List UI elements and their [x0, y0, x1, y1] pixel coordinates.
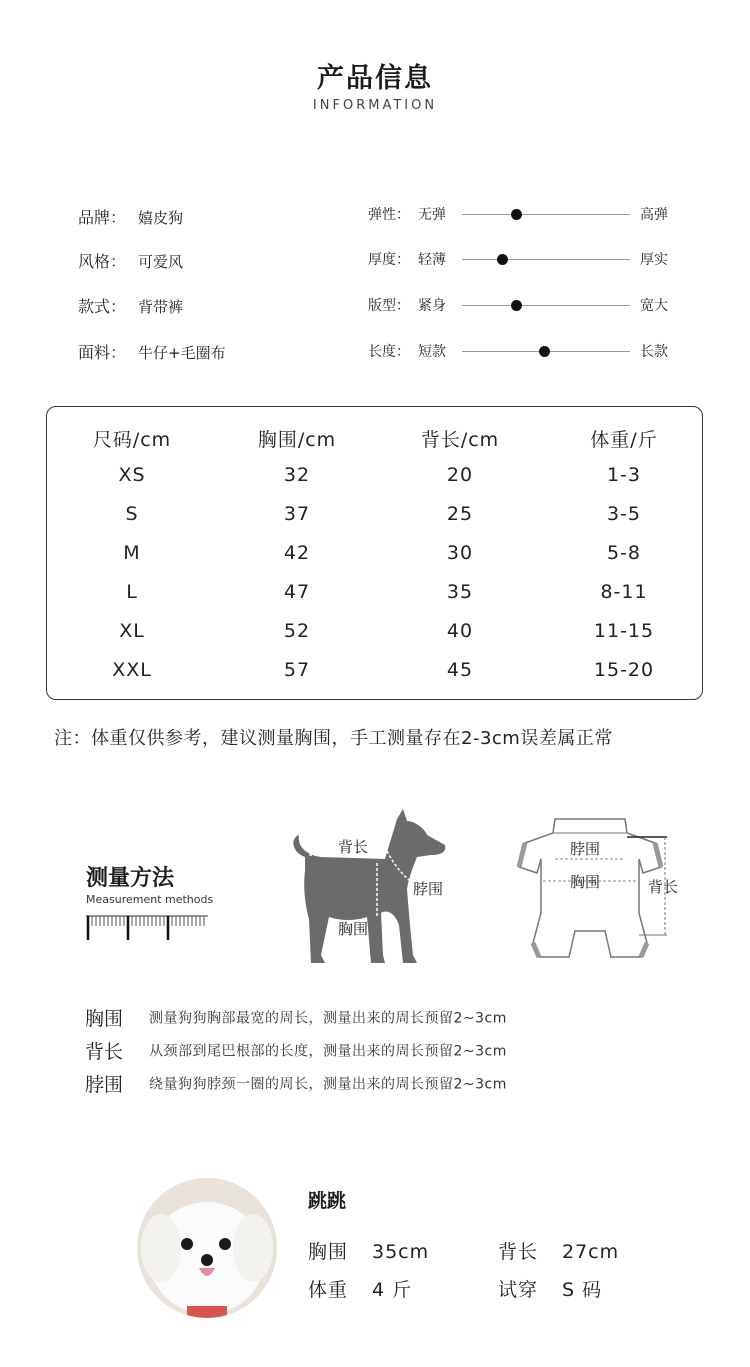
table-row — [47, 659, 704, 689]
scale-elasticity — [368, 204, 678, 224]
table-cell: M — [123, 542, 141, 564]
table-cell: 25 — [446, 503, 474, 525]
pet-avatar — [137, 1178, 277, 1318]
pet-chest — [308, 1237, 429, 1264]
attr-value: 背带裤 — [138, 298, 184, 316]
pet-back — [498, 1237, 619, 1264]
table-cell: 32 — [283, 464, 311, 486]
dog-label-chest: 胸围 — [338, 920, 369, 938]
scale-knob — [497, 254, 508, 265]
table-header — [47, 425, 704, 455]
attr-style — [78, 249, 183, 272]
table-cell: 35 — [446, 581, 474, 603]
table-row — [47, 464, 704, 494]
scale-label: 弹性： — [368, 207, 410, 223]
scale-knob — [539, 346, 550, 357]
definition-desc: 绕量狗狗脖颈一圈的周长，测量出来的周长预留2~3cm — [149, 1076, 507, 1093]
scale-length — [368, 341, 678, 361]
cloth-label-back: 背长 — [648, 878, 679, 896]
attr-brand — [78, 205, 183, 228]
scale-label: 长度： — [368, 344, 410, 360]
scale-high: 宽大 — [640, 298, 668, 314]
table-cell: 11-15 — [593, 620, 655, 642]
scale-low: 短款 — [418, 344, 446, 360]
dog-label-back: 背长 — [338, 838, 369, 856]
table-cell: 40 — [446, 620, 474, 642]
measure-subtitle: Measurement methods — [86, 893, 214, 906]
ruler-icon — [86, 910, 208, 942]
scale-high: 长款 — [640, 344, 668, 360]
scale-label: 版型： — [368, 298, 410, 314]
pet-field-label: 背长 — [498, 1241, 539, 1263]
attr-label: 款式： — [78, 297, 127, 316]
table-cell: XL — [119, 620, 145, 642]
scale-knob — [511, 300, 522, 311]
header-cell: 背长/cm — [420, 429, 500, 451]
scale-high: 高弹 — [640, 207, 668, 223]
definition-term: 背长 — [85, 1041, 124, 1063]
pet-name: 跳跳 — [308, 1190, 347, 1212]
table-row — [47, 542, 704, 572]
cloth-label-neck: 脖围 — [570, 840, 601, 858]
table-cell: 45 — [446, 659, 474, 681]
dog-face-icon — [137, 1178, 277, 1318]
header-cell: 胸围/cm — [257, 429, 337, 451]
table-cell: 8-11 — [600, 581, 648, 603]
scale-track — [462, 214, 630, 215]
table-cell: 15-20 — [593, 659, 655, 681]
scale-track — [462, 259, 630, 260]
scale-label: 厚度： — [368, 252, 410, 268]
table-cell: 47 — [283, 581, 311, 603]
attr-label: 面料： — [78, 343, 127, 362]
attr-type — [78, 294, 183, 317]
table-cell: S — [125, 503, 139, 525]
definition-term: 脖围 — [85, 1074, 124, 1096]
size-note: 注：体重仅供参考，建议测量胸围，手工测量存在2-3cm误差属正常 — [54, 728, 613, 749]
table-cell: 42 — [283, 542, 311, 564]
page-title: 产品信息 — [317, 63, 433, 94]
pet-field-value: S 码 — [562, 1279, 603, 1301]
pet-field-label: 试穿 — [498, 1279, 539, 1301]
pet-weight — [308, 1275, 412, 1302]
definition-row — [85, 1037, 507, 1064]
table-cell: L — [126, 581, 138, 603]
scale-thickness — [368, 249, 678, 269]
scale-low: 无弹 — [418, 207, 446, 223]
attr-value: 牛仔+毛圈布 — [138, 344, 226, 362]
definition-desc: 测量狗狗胸部最宽的周长，测量出来的周长预留2~3cm — [149, 1010, 507, 1027]
attr-value: 嬉皮狗 — [138, 209, 184, 227]
dog-label-neck: 脖围 — [413, 880, 444, 898]
pet-field-value: 27cm — [562, 1241, 620, 1263]
scale-high: 厚实 — [640, 252, 668, 268]
size-table — [46, 406, 703, 700]
scale-knob — [511, 209, 522, 220]
table-row — [47, 620, 704, 650]
pet-field-value: 35cm — [372, 1241, 430, 1263]
attr-fabric — [78, 340, 226, 363]
page-subtitle: INFORMATION — [312, 98, 438, 113]
table-cell: 5-8 — [606, 542, 642, 564]
table-cell: 3-5 — [606, 503, 642, 525]
table-cell: XXL — [112, 659, 152, 681]
definition-row — [85, 1070, 507, 1097]
pet-size — [498, 1275, 602, 1302]
definition-term: 胸围 — [85, 1008, 124, 1030]
pet-field-label: 胸围 — [308, 1241, 349, 1263]
table-row — [47, 581, 704, 611]
pet-field-value: 4 斤 — [372, 1279, 413, 1301]
table-cell: 52 — [283, 620, 311, 642]
measure-title: 测量方法 — [86, 866, 175, 891]
table-cell: XS — [118, 464, 146, 486]
table-cell: 20 — [446, 464, 474, 486]
header-cell: 尺码/cm — [92, 429, 172, 451]
header-cell: 体重/斤 — [590, 429, 658, 451]
scale-track — [462, 305, 630, 306]
attr-label: 风格： — [78, 252, 127, 271]
attr-label: 品牌： — [78, 208, 127, 227]
table-cell: 37 — [283, 503, 311, 525]
table-cell: 1-3 — [606, 464, 642, 486]
scale-low: 紧身 — [418, 298, 446, 314]
scale-fit — [368, 295, 678, 315]
definition-desc: 从颈部到尾巴根部的长度，测量出来的周长预留2~3cm — [149, 1043, 507, 1060]
table-cell: 30 — [446, 542, 474, 564]
table-row — [47, 503, 704, 533]
cloth-label-chest: 胸围 — [570, 873, 601, 891]
pet-field-label: 体重 — [308, 1279, 349, 1301]
definition-row — [85, 1004, 507, 1031]
attr-value: 可爱风 — [138, 253, 184, 271]
scale-low: 轻薄 — [418, 252, 446, 268]
table-cell: 57 — [283, 659, 311, 681]
